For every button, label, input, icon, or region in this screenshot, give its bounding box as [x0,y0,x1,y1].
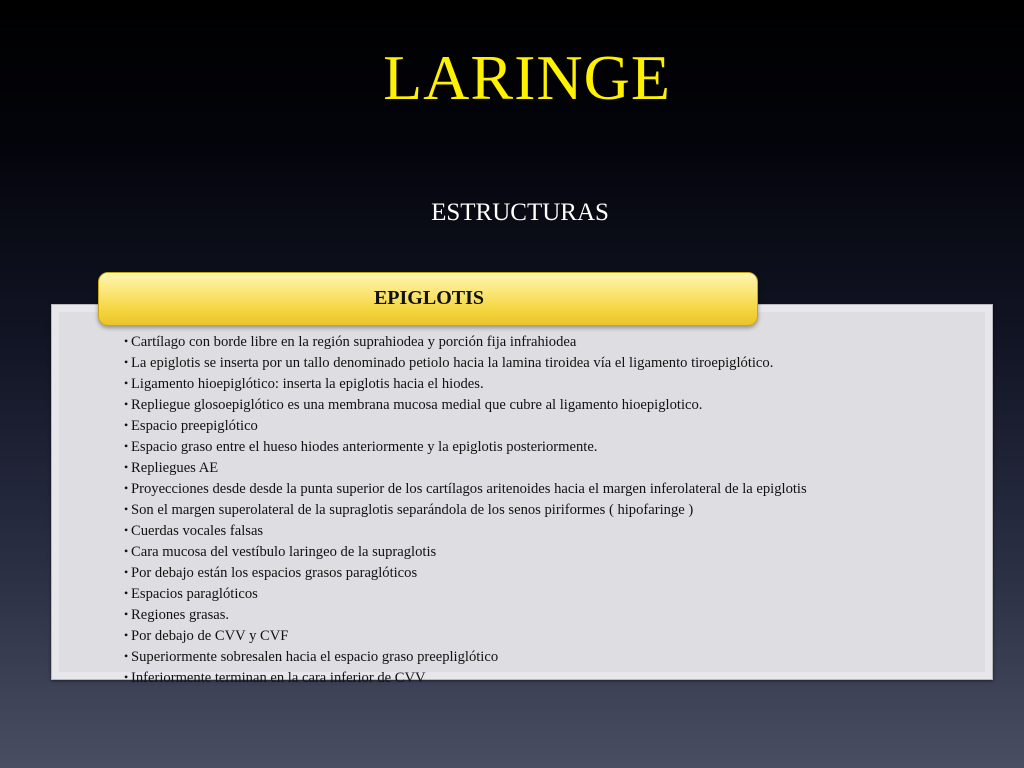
list-item [124,667,807,688]
bullet-text: Espacio preepiglótico [131,418,258,434]
bullet-text: Por debajo están los espacios grasos paraglóticos [131,565,418,581]
list-item [124,520,807,541]
slide-title: LARINGE [383,42,671,113]
bullet-icon: • [124,397,129,411]
bullet-text: Cara mucosa del vestíbulo laringeo de la supraglotis [131,544,437,560]
bullet-icon: • [124,502,129,516]
list-item [124,625,807,646]
bullet-icon: • [124,670,129,684]
list-item [124,499,807,520]
bullet-text: Por debajo de CVV y CVF [131,628,289,644]
bullet-icon: • [124,586,129,600]
bullet-icon: • [124,376,129,390]
bullet-text: Proyecciones desde desde la punta superior de los cartílagos aritenoides hacia el margen inferolateral de la epiglotis [131,481,807,497]
bullet-text: Cuerdas vocales falsas [131,523,264,539]
list-item [124,352,807,373]
list-item [124,646,807,667]
section-header-bar [98,272,758,326]
list-item [124,562,807,583]
list-item [124,478,807,499]
bullet-text: Cartílago con borde libre en la región suprahiodea y porción fija infrahiodea [131,334,577,350]
bullet-icon: • [124,439,129,453]
bullet-text: Ligamento hioepiglótico: inserta la epiglotis hacia el hiodes. [131,376,484,392]
list-item [124,415,807,436]
list-item [124,436,807,457]
bullet-text: Son el margen superolateral de la supraglotis separándola de los senos piriformes ( hipofaringe ) [131,502,694,518]
section-heading: EPIGLOTIS [373,287,485,309]
bullet-icon: • [124,418,129,432]
list-item [124,373,807,394]
bullet-text: Repliegue glosoepiglótico es una membrana mucosa medial que cubre al ligamento hioepiglotico. [131,397,703,413]
bullet-text: Espacios paraglóticos [131,586,258,602]
bullet-icon: • [124,565,129,579]
bullet-icon: • [124,649,129,663]
bullet-icon: • [124,523,129,537]
bullet-icon: • [124,460,129,474]
list-item [124,583,807,604]
bullet-icon: • [124,628,129,642]
bullet-text: Regiones grasas. [131,607,230,623]
bullet-text: Inferiormente terminan en la cara inferior de CVV [131,670,426,686]
bullet-icon: • [124,607,129,621]
list-item [124,541,807,562]
bullet-text: La epiglotis se inserta por un tallo denominado petiolo hacia la lamina tiroidea vía el ligamento tiroepiglótico. [131,355,774,371]
list-item [124,604,807,625]
list-item [124,457,807,478]
bullet-icon: • [124,334,129,348]
bullet-list [124,331,807,688]
list-item [124,394,807,415]
slide-subtitle: ESTRUCTURAS [431,199,609,226]
bullet-icon: • [124,481,129,495]
bullet-icon: • [124,544,129,558]
bullet-icon: • [124,355,129,369]
bullet-text: Superiormente sobresalen hacia el espacio graso preepliglótico [131,649,499,665]
bullet-text: Repliegues AE [131,460,219,476]
list-item [124,331,807,352]
bullet-text: Espacio graso entre el hueso hiodes anteriormente y la epiglotis posteriormente. [131,439,598,455]
